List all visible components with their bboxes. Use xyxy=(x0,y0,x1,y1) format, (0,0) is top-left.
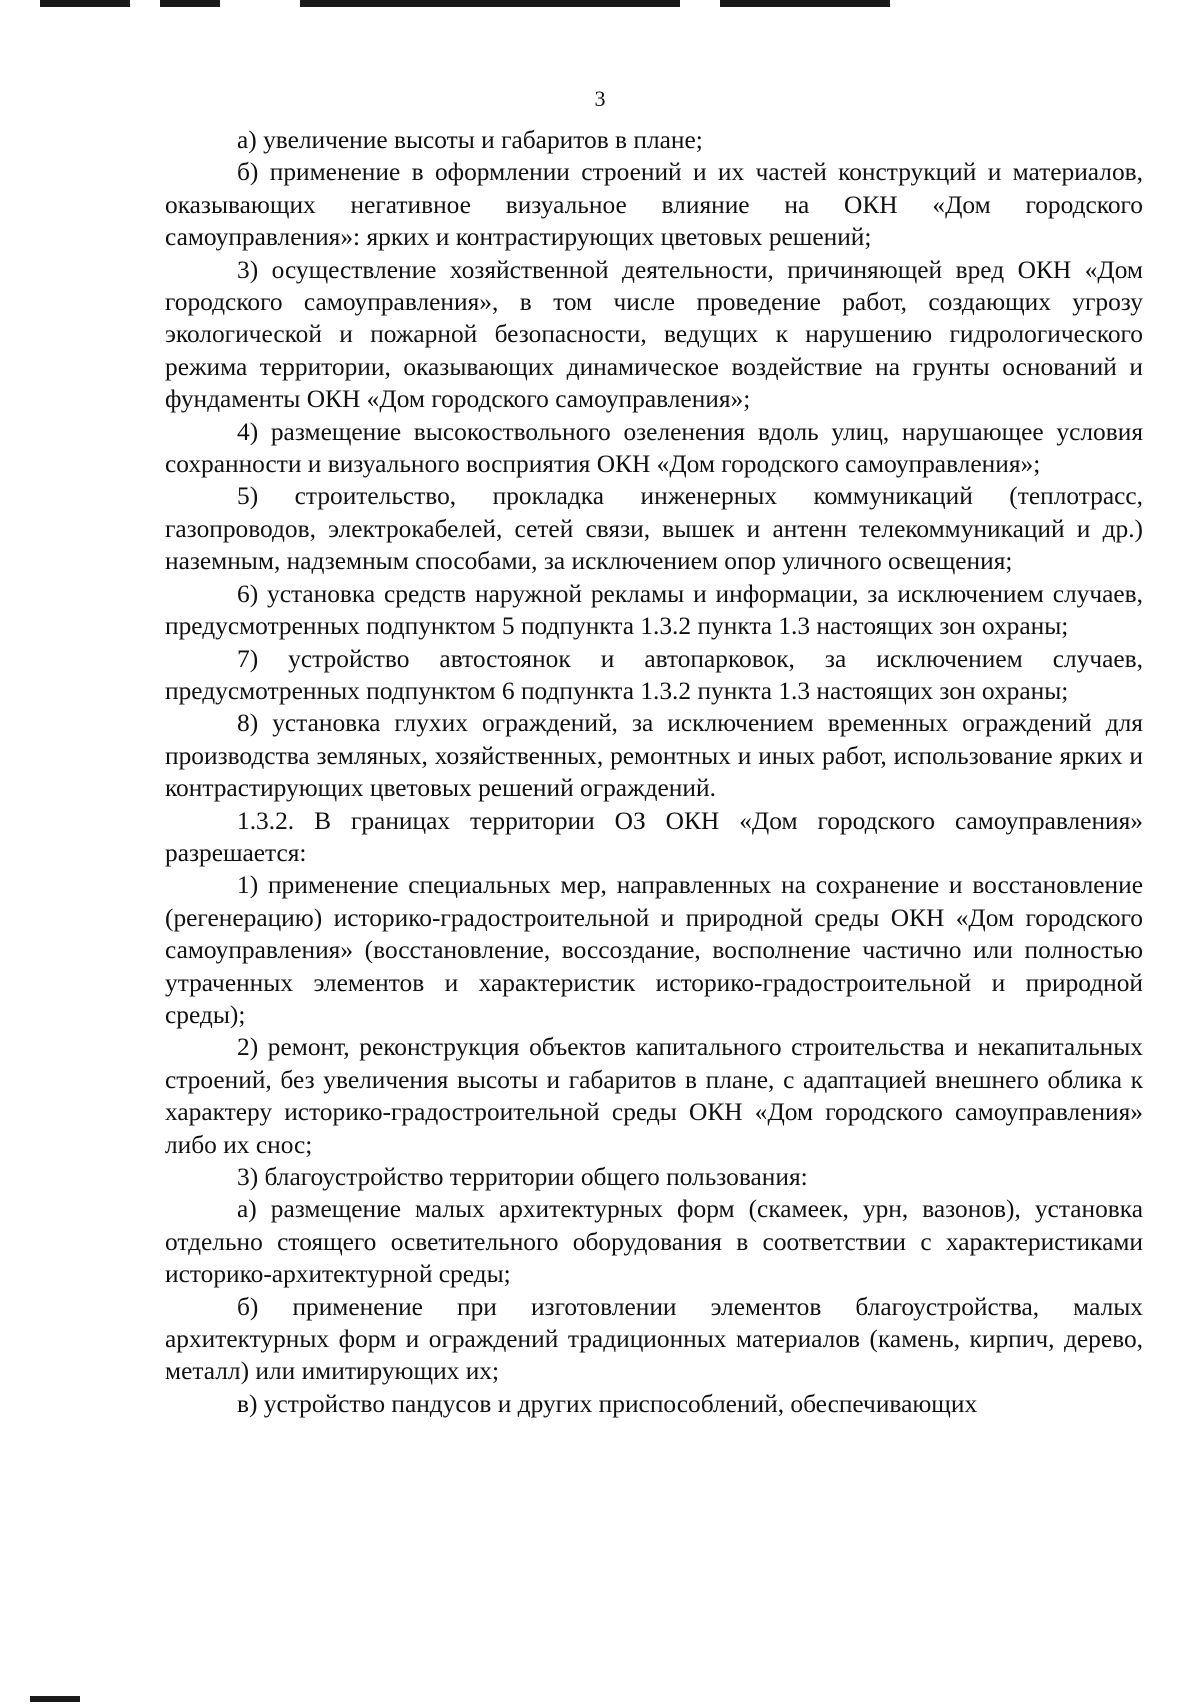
paragraph-7: 7) устройство автостоянок и автопарковок, за исключением случаев, предусмотренных подпунктом 6 подпункта 1.3.2 пункта 1.3 настоящих зон охраны; xyxy=(165,644,1143,705)
paragraph-4: 4) размещение высокоствольного озеленения вдоль улиц, нарушающее условия сохранности и визуального восприятия ОКН «Дом городского самоуправления»; xyxy=(165,417,1143,479)
paragraph-10: 1) применение специальных мер, направленных на сохранение и восстановление (регенерацию) историко-градостроительной и природной среды ОКН «Дом городского самоуправления» (восстановление, воссоздание, восполнение частично или полностью утраченных элементов и характеристик историко-градостроительной и природной среды); xyxy=(165,871,1143,1029)
paragraph-8: 8) установка глухих ограждений, за исключением временных ограждений для производства земляных, хозяйственных, ремонтных и иных работ, использование ярких и контрастирующих цветовых решений ограждений. xyxy=(165,709,1143,803)
paragraph-3: 3) осуществление хозяйственной деятельности, причиняющей вред ОКН «Дом городского самоуправления», в том числе проведение работ, создающих угрозу экологической и пожарной безопасности, ведущих к нарушению гидрологического режима территории, оказывающих динамическое воздействие на грунты оснований и фундаменты ОКН «Дом городского самоуправления»; xyxy=(165,255,1143,414)
paragraph-6: 6) установка средств наружной рекламы и информации, за исключением случаев, предусмотренных подпунктом 5 подпункта 1.3.2 пункта 1.3 настоящих зон охраны; xyxy=(165,579,1143,641)
paragraph-14: б) применение при изготовлении элементов благоустройства, малых архитектурных форм и ограждений традиционных материалов (камень, кирпич, дерево, металл) или имитирующих их; xyxy=(165,1292,1143,1386)
page-number: 3 xyxy=(594,86,606,111)
paragraph-9: 1.3.2. В границах территории ОЗ ОКН «Дом городского самоуправления» разрешается: xyxy=(165,806,1143,867)
paragraph-5: 5) строительство, прокладка инженерных коммуникаций (теплотрасс, газопроводов, электрокабелей, сетей связи, вышек и антенн телекоммуникаций и др.) наземным, надземным способами, за исключением опор уличного освещения; xyxy=(165,482,1143,576)
document-body xyxy=(165,124,1143,1420)
paragraph-2: б) применение в оформлении строений и их частей конструкций и материалов, оказывающих негативное визуальное влияние на ОКН «Дом городского самоуправления»: ярких и контрастирующих цветовых решений; xyxy=(165,158,1143,252)
scan-artifact-bottom-left xyxy=(30,1696,80,1702)
paragraph-11: 2) ремонт, реконструкция объектов капитального строительства и некапитальных строений, без увеличения высоты и габаритов в плане, с адаптацией внешнего облика к характеру историко-градостроительной среды ОКН «Дом городского самоуправления» либо их снос; xyxy=(165,1033,1143,1159)
scan-artifact-top xyxy=(0,0,1200,10)
paragraph-13: а) размещение малых архитектурных форм (скамеек, урн, вазонов), установка отдельно стоящего осветительного оборудования в соответствии с характеристиками историко-архитектурной среды; xyxy=(165,1195,1143,1289)
paragraph-15: в) устройство пандусов и других приспособлений, обеспечивающих xyxy=(237,1389,978,1418)
paragraph-12: 3) благоустройство территории общего пользования: xyxy=(237,1163,808,1191)
paragraph-1: а) увеличение высоты и габаритов в плане; xyxy=(237,126,703,154)
